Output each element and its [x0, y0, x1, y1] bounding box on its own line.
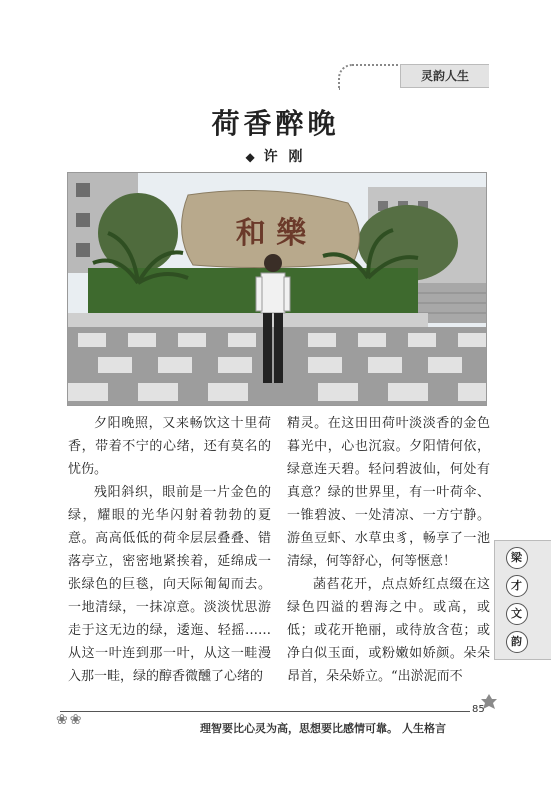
author-name: 许 刚: [263, 149, 306, 165]
footer-divider: [60, 711, 470, 712]
text-column-right: [287, 412, 490, 688]
text-column-left: [68, 412, 271, 688]
side-tab-char: 韵: [506, 631, 528, 653]
diamond-icon: ◆: [245, 150, 258, 164]
paragraph: 精灵。在这田田荷叶淡淡香的金色暮光中，心也沉寂。夕阳情何依，绿意连天碧。轻问碧波仙，何处有真意？绿的世界里，有一叶荷伞、一锥碧波、一处清凉、一方宁静。游鱼豆虾、水草虫豸，畅享了一池清绿，何等舒心，何等惬意！: [287, 416, 490, 569]
paragraph: 菡萏花开，点点娇红点缀在这绿色四溢的碧海之中。或高，或低；或花开艳丽，或待放含苞；或净白似玉面，或粉嫩如娇颜。朵朵昂首，朵朵娇立。“出淤泥而不: [287, 577, 490, 684]
header-decoration: [338, 64, 402, 90]
page-number: 85: [472, 704, 485, 715]
side-tab-char: 文: [506, 603, 528, 625]
motto-source: 人生格言: [402, 722, 446, 735]
side-tab-char: 梁: [506, 547, 528, 569]
author-line: [0, 146, 551, 166]
stone-inscription: 和 樂: [235, 216, 307, 251]
article-title: 荷香醉晚: [211, 107, 340, 140]
paragraph: 残阳斜织，眼前是一片金色的绿，耀眼的光华闪射着勃勃的夏意。高高低低的荷伞层层叠叠、错落亭立，密密地紧挨着，延绵成一张绿色的巨毯，向天际匍匐而去。一地清绿，一抹凉意。淡淡忧思游走于这无边的绿，逶迤、轻摇……从这一叶连到那一叶，从这一畦漫入那一畦，绿的醇香微醺了心绪的: [68, 485, 271, 684]
paragraph: 夕阳晚照，又来畅饮这十里荷香，带着不宁的心绪，还有莫名的忧伤。: [68, 416, 271, 477]
footer-motto: [200, 720, 446, 736]
side-tab: [494, 540, 551, 660]
section-label: 灵韵人生: [400, 64, 489, 88]
article-photo: [67, 172, 487, 406]
side-tab-char: 才: [506, 575, 528, 597]
footer-decoration-icon: ❀❀: [56, 712, 84, 728]
motto-text: 理智要比心灵为高，思想要比感情可靠。: [200, 722, 398, 735]
